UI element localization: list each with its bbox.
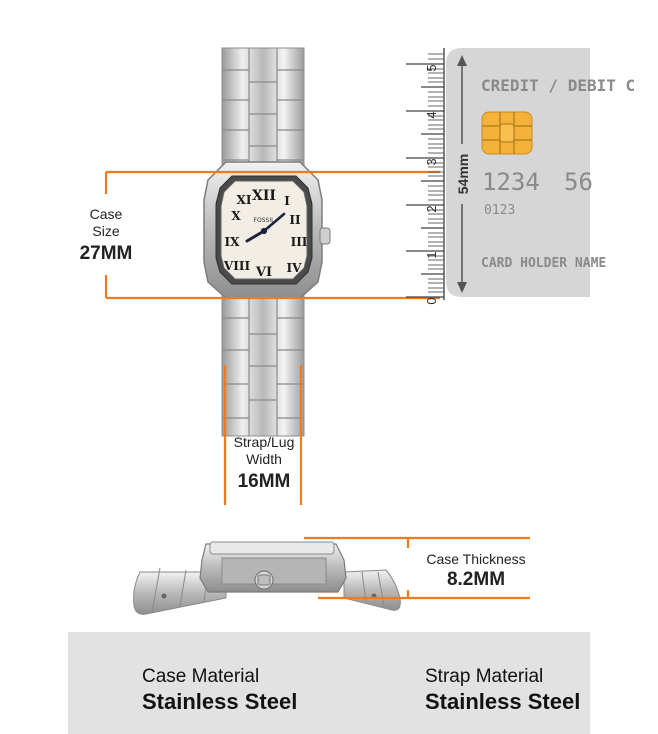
svg-text:III: III xyxy=(290,235,308,249)
ruler-label-5: 5 xyxy=(424,64,439,72)
bracelet-bottom xyxy=(222,292,304,436)
strap-width-value: 16MM xyxy=(237,471,291,492)
case-material-title: Case Material xyxy=(142,666,260,687)
case-thickness-value: 8.2MM xyxy=(446,569,506,590)
ruler-label-1: 1 xyxy=(424,251,439,259)
svg-text:VIII: VIII xyxy=(223,259,251,273)
brand-text: FOSSIL xyxy=(253,217,275,224)
case-size-label xyxy=(60,206,152,265)
svg-text:VI: VI xyxy=(255,265,273,280)
svg-text:IX: IX xyxy=(224,235,240,249)
svg-text:XII: XII xyxy=(252,188,276,204)
svg-text:IV: IV xyxy=(286,261,302,275)
crown xyxy=(320,228,330,244)
strap-material-value: Stainless Steel xyxy=(425,689,581,714)
ruler-label-2: 2 xyxy=(424,205,439,213)
case-size-value: 27MM xyxy=(79,243,133,264)
case-thickness-label xyxy=(414,551,538,591)
card-number-group-2: 56 xyxy=(564,168,593,196)
watch-side-view xyxy=(134,542,401,614)
svg-text:I: I xyxy=(284,194,290,208)
card-small-number: 0123 xyxy=(484,203,516,218)
ruler-label-3: 3 xyxy=(424,158,439,166)
ruler-label-4: 4 xyxy=(424,111,439,119)
svg-text:X: X xyxy=(231,209,241,223)
case-thickness-title: Case Thickness xyxy=(426,551,526,567)
svg-text:XI: XI xyxy=(236,193,252,207)
ruler-label-0: 0 xyxy=(424,297,439,305)
ruler xyxy=(406,48,444,300)
strap-width-line1: Strap/Lug xyxy=(233,434,295,450)
card-chip xyxy=(482,112,532,154)
card-number-group-1: 1234 xyxy=(482,168,540,196)
strap-material-title: Strap Material xyxy=(425,666,544,687)
case-material-value: Stainless Steel xyxy=(142,689,298,714)
card-header: CREDIT / DEBIT C xyxy=(481,76,636,95)
svg-text:II: II xyxy=(289,213,301,227)
case-size-line1: Case xyxy=(89,206,123,222)
case-size-line2: Size xyxy=(92,223,120,239)
strap-width-label xyxy=(219,434,309,493)
card-holder-name: CARD HOLDER NAME xyxy=(481,256,607,271)
strap-width-line2: Width xyxy=(246,451,282,467)
card-height-label: 54mm xyxy=(455,153,471,195)
bracelet-top xyxy=(222,48,304,180)
